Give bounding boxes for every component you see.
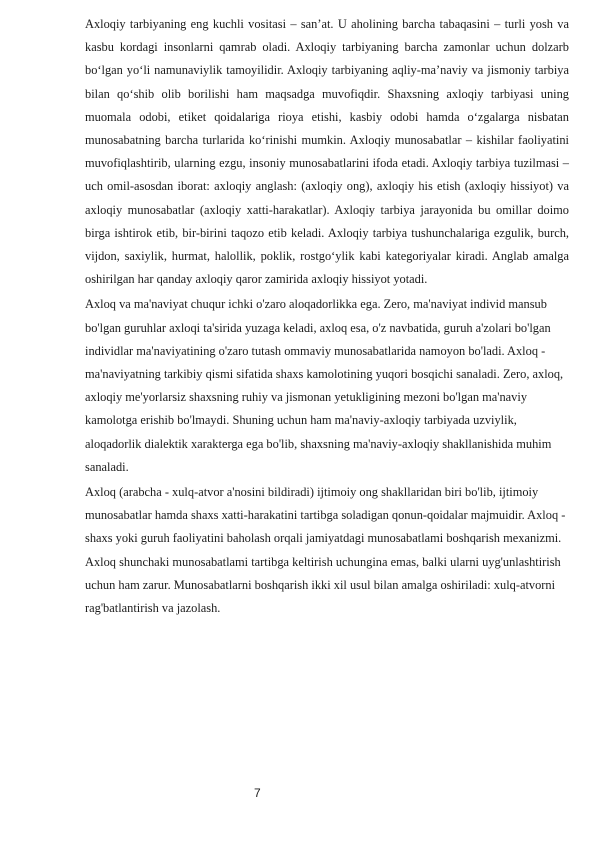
paragraph-morality-definition: Axloq (arabcha - xulq-atvor a'nosini bildiradi) ijtimoiy ong shakllaridan biri bo'lib, ijtimoiy munosabatlar hamda shaxs xatti-harakatini tartibga soladigan qonun-qoidalar majmuidir. Axloq - shaxs yoki guruh faoliyatini baholash orqali jamiyatdagi munosabatlami boshqarish mexanizmi. Axloq shunchaki munosabatlami tartibga keltirish uchungina emas, balki ularni uyg'unlashtirish uchun ham zarur. Munosabatlarni boshqarish ikki xil usul bilan amalga oshiriladi: xulq-atvorni rag'batlantirish va jazolash. [85, 485, 566, 616]
paragraph-morality-spirituality: Axloq va ma'naviyat chuqur ichki o'zaro aloqadorlikka ega. Zero, ma'naviyat individ mansub bo'lgan guruhlar axloqi ta'sirida yuzaga keladi, axloq esa, o'z navbatida, guruh a'zolari bo'lgan individlar ma'naviyatining o'zaro tutash ommaviy munosabatlarida namoyon bo'ladi. Axloq - ma'naviyatning tarkibiy qismi sifatida shaxs kamolotining yuqori bosqichi sanaladi. Zero, axloq, axloqiy me'yorlarsiz shaxsning ruhiy va jismonan yetukligining mezoni bo'lgan ma'naviy kamolotga erishib bo'lmaydi. Shuning uchun ham ma'naviy-axloqiy tarbiyada uzviylik, aloqadorlik dialektik xarakterga ega bo'lib, shaxsning ma'naviy-axloqiy shakllanishida muhim sanaladi. [85, 297, 564, 474]
document-body [85, 13, 569, 620]
paragraph-art-moral-education: Axloqiy tarbiyaning eng kuchli vositasi – san’at. U aholining barcha tabaqasini – turli yosh va kasbu kordagi insonlarni qamrab oladi. Axloqiy tarbiyaning barcha zamonlar uchun dolzarb bo‘lgan yo‘li namunaviylik tamoyilidir. Axloqiy tarbiyaning aqliy-ma’naviy va jismoniy tarbiya bilan qo‘shib olib borilishi ham maqsadga muvofiqdir. Shaxsning axloqiy tarbiyasi uning muomala odobi, etiket qoidalariga rioya etishi, kasbiy odobi hamda o‘zgalarga nisbatan munosabatning barcha turlarida ko‘rinishi mumkin. Axloqiy munosabatlar – kishilar faoliyatini muvofiqlashtirib, ularning ezgu, insoniy munosabatlarini ifoda etadi. Axloqiy tarbiya tuzilmasi – uch omil-asosdan iborat: axloqiy anglash: (axloqiy ong), axloqiy his etish (axloqiy hissiyot) va axloqiy munosabatlar (axloqiy xatti-harakatlar). Axloqiy tarbiya jarayonida bu omillar doimo birga ishtirok etib, bir-birini taqozo etib keladi. Axloqiy tarbiya tushunchalariga ezgulik, burch, vijdon, saxiylik, hurmat, halollik, poklik, rostgo‘ylik kabi kategoriyalar kiradi. Anglab amalga oshirilgan har qanday axloqiy qaror zamirida axloqiy hissiyot yotadi. [85, 17, 569, 287]
page-number: 7 [254, 786, 261, 800]
